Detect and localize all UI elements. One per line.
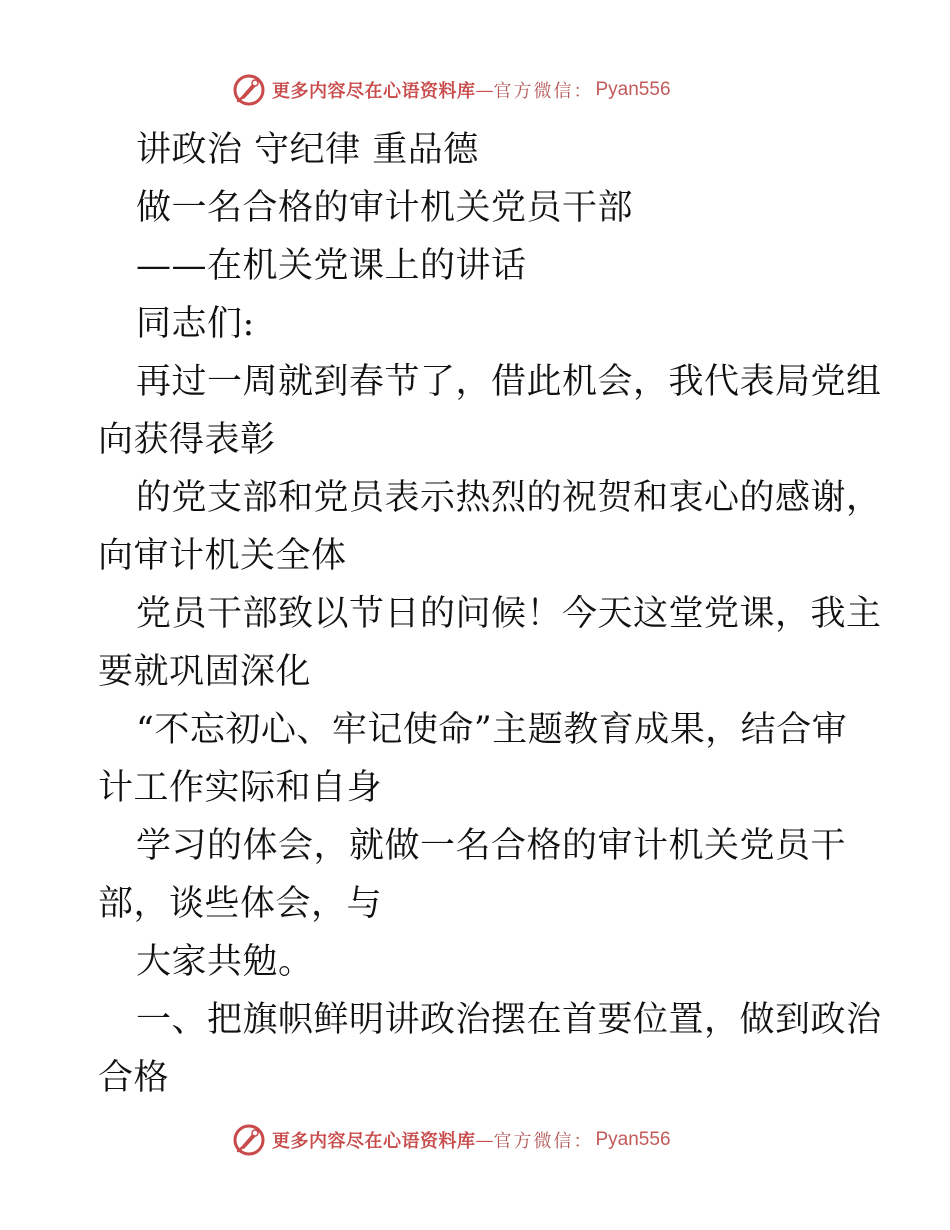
doc-salutation: 同志们:	[136, 304, 255, 344]
quill-logo-icon	[232, 73, 266, 107]
doc-paragraph-line: 向审计机关全体	[98, 536, 347, 576]
doc-title: 讲政治 守纪律 重品德	[136, 130, 479, 170]
quill-logo-icon	[232, 1123, 266, 1157]
banner-separator: —	[475, 1129, 494, 1151]
doc-subtitle: 做一名合格的审计机关党员干部	[136, 188, 634, 228]
doc-section-heading: 一、把旗帜鲜明讲政治摆在首要位置，做到政治	[136, 1000, 882, 1040]
doc-paragraph-line: “不忘初心、牢记使命”主题教育成果，结合审	[136, 710, 848, 750]
footer-watermark-banner	[232, 1122, 671, 1158]
banner-separator: —	[475, 79, 494, 101]
doc-paragraph-line: 党员干部致以节日的问候！今天这堂党课，我主	[136, 594, 882, 634]
banner-wechat-id: Pyan556	[595, 79, 671, 100]
header-watermark-banner	[232, 72, 671, 108]
banner-wechat-id: Pyan556	[595, 1129, 671, 1150]
banner-wechat-label: 官方微信：	[493, 81, 594, 102]
doc-paragraph-line: 向获得表彰	[98, 420, 276, 460]
doc-paragraph-line: 部，谈些体会，与	[98, 884, 383, 924]
doc-paragraph-line: 的党支部和党员表示热烈的祝贺和衷心的感谢，	[136, 478, 882, 518]
doc-section-heading-cont: 合格	[98, 1058, 170, 1098]
banner-main-text: 更多内容尽在心语资料库	[272, 81, 476, 102]
banner-wechat-label: 官方微信：	[493, 1131, 594, 1152]
doc-paragraph-line: 大家共勉。	[136, 942, 314, 982]
doc-paragraph-line: 再过一周就到春节了，借此机会，我代表局党组	[136, 362, 882, 402]
doc-paragraph-line: 要就巩固深化	[98, 652, 312, 692]
doc-byline: ——在机关党课上的讲话	[136, 246, 527, 286]
banner-main-text: 更多内容尽在心语资料库	[272, 1131, 476, 1152]
doc-paragraph-line: 学习的体会，就做一名合格的审计机关党员干	[136, 826, 847, 866]
document-body	[98, 121, 882, 1107]
doc-paragraph-line: 计工作实际和自身	[98, 768, 383, 808]
